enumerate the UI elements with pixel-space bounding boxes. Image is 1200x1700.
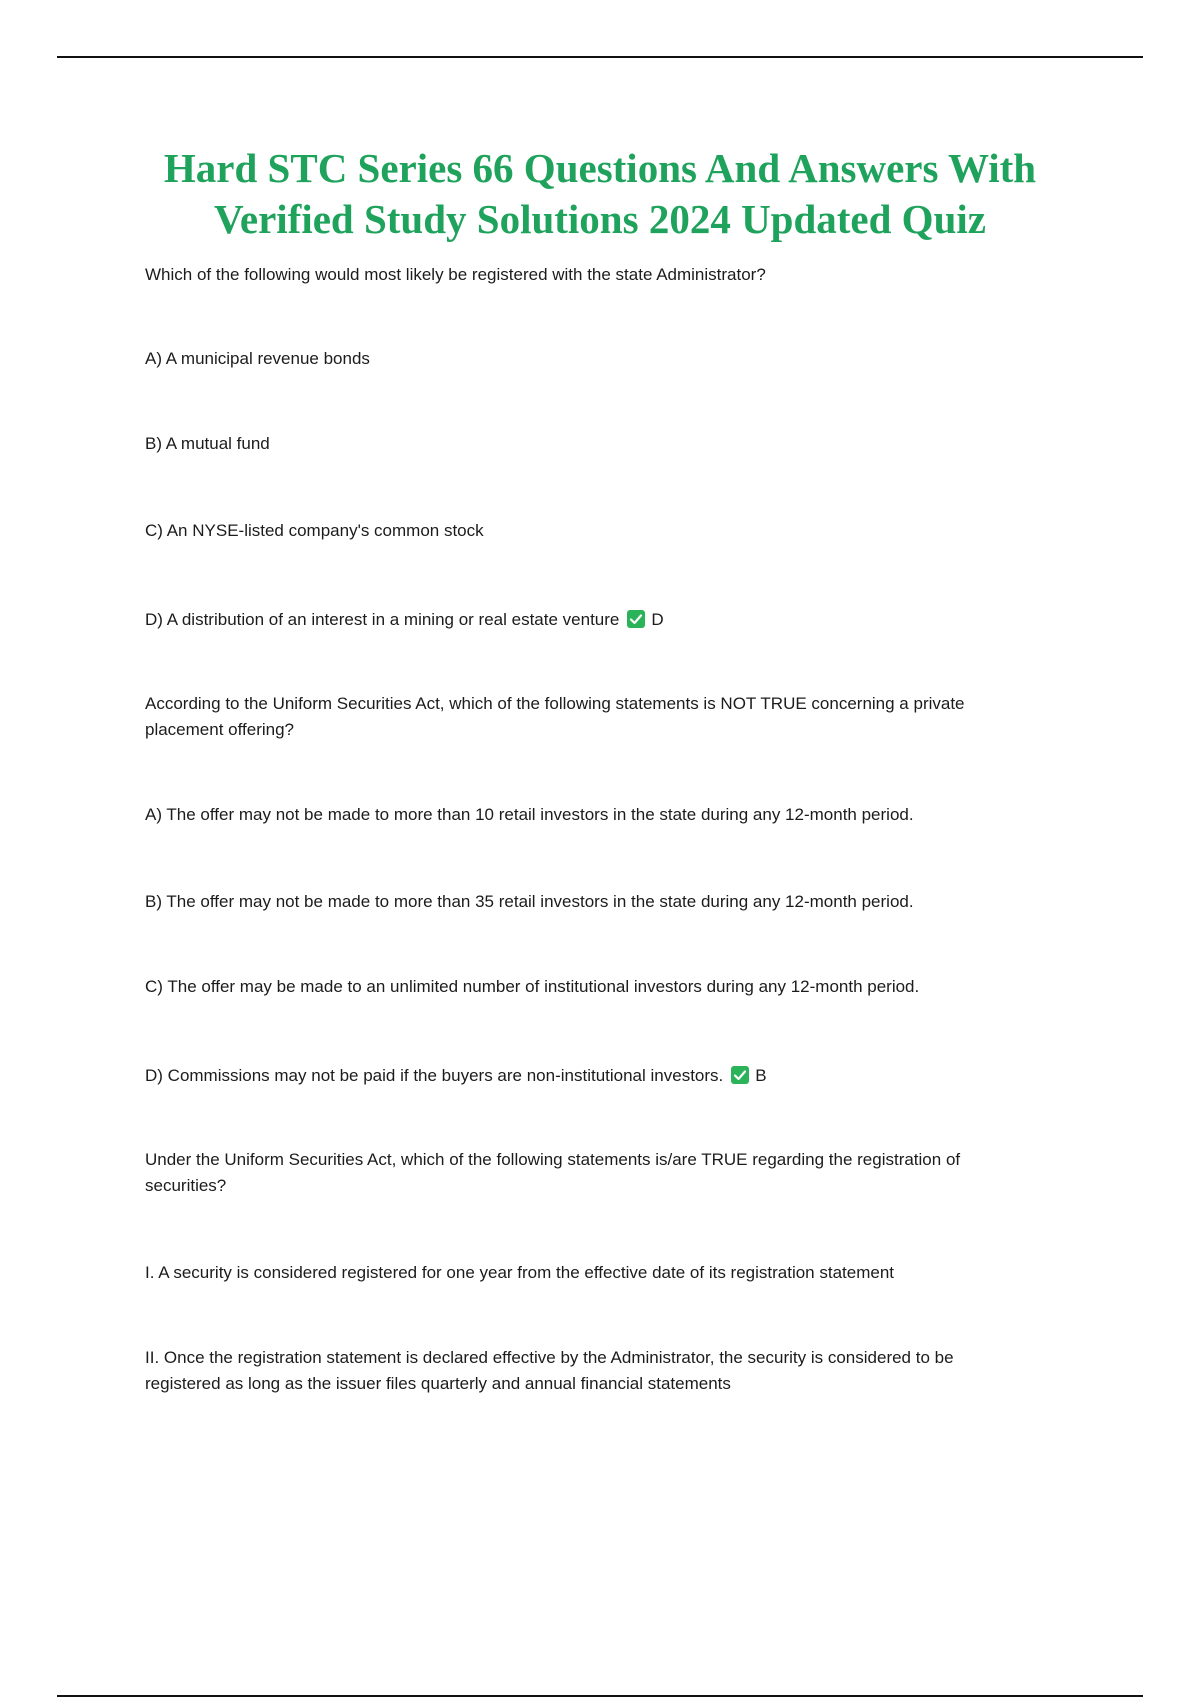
document-title [120,143,1080,245]
q2-option-c: C) The offer may be made to an unlimited number of institutional investors during any 12-month period. [145,977,920,996]
q2-option-a: A) The offer may not be made to more than 10 retail investors in the state during any 12-month period. [145,805,914,824]
title-line-2: Verified Study Solutions 2024 Updated Quiz [214,196,986,242]
q2-option-d-row [145,1063,1065,1089]
q3-question-line-1: Under the Uniform Securities Act, which of the following statements is/are TRUE regarding the registration of [145,1150,961,1169]
check-mark-icon [731,1066,749,1084]
q1-option-b: B) A mutual fund [145,434,270,453]
q3-statement-2-line-1: II. Once the registration statement is declared effective by the Administrator, the security is considered to be [145,1348,954,1367]
q1-option-d-row [145,607,1065,633]
q2-answer: B [755,1066,767,1085]
q1-option-c: C) An NYSE-listed company's common stock [145,521,484,540]
check-mark-icon [627,610,645,628]
title-line-1: Hard STC Series 66 Questions And Answers With [163,145,1037,191]
q3-statement-1: I. A security is considered registered for one year from the effective date of its registration statement [145,1263,895,1282]
q1-question: Which of the following would most likely be registered with the state Administrator? [145,265,766,284]
top-divider [57,56,1143,58]
q1-option-a: A) A municipal revenue bonds [145,349,370,368]
q3-statement-2-line-2: registered as long as the issuer files quarterly and annual financial statements [145,1374,731,1393]
q2-question-line-2: placement offering? [145,720,295,739]
q2-option-d: D) Commissions may not be paid if the buyers are non-institutional investors. [145,1066,724,1085]
bottom-divider [57,1695,1143,1697]
q3-question-line-2: securities? [145,1176,227,1195]
q2-option-b: B) The offer may not be made to more than 35 retail investors in the state during any 12-month period. [145,892,914,911]
q1-option-d: D) A distribution of an interest in a mining or real estate venture [145,610,620,629]
q2-question-line-1: According to the Uniform Securities Act, which of the following statements is NOT TRUE concerning a private [145,694,965,713]
q1-answer: D [651,610,664,629]
